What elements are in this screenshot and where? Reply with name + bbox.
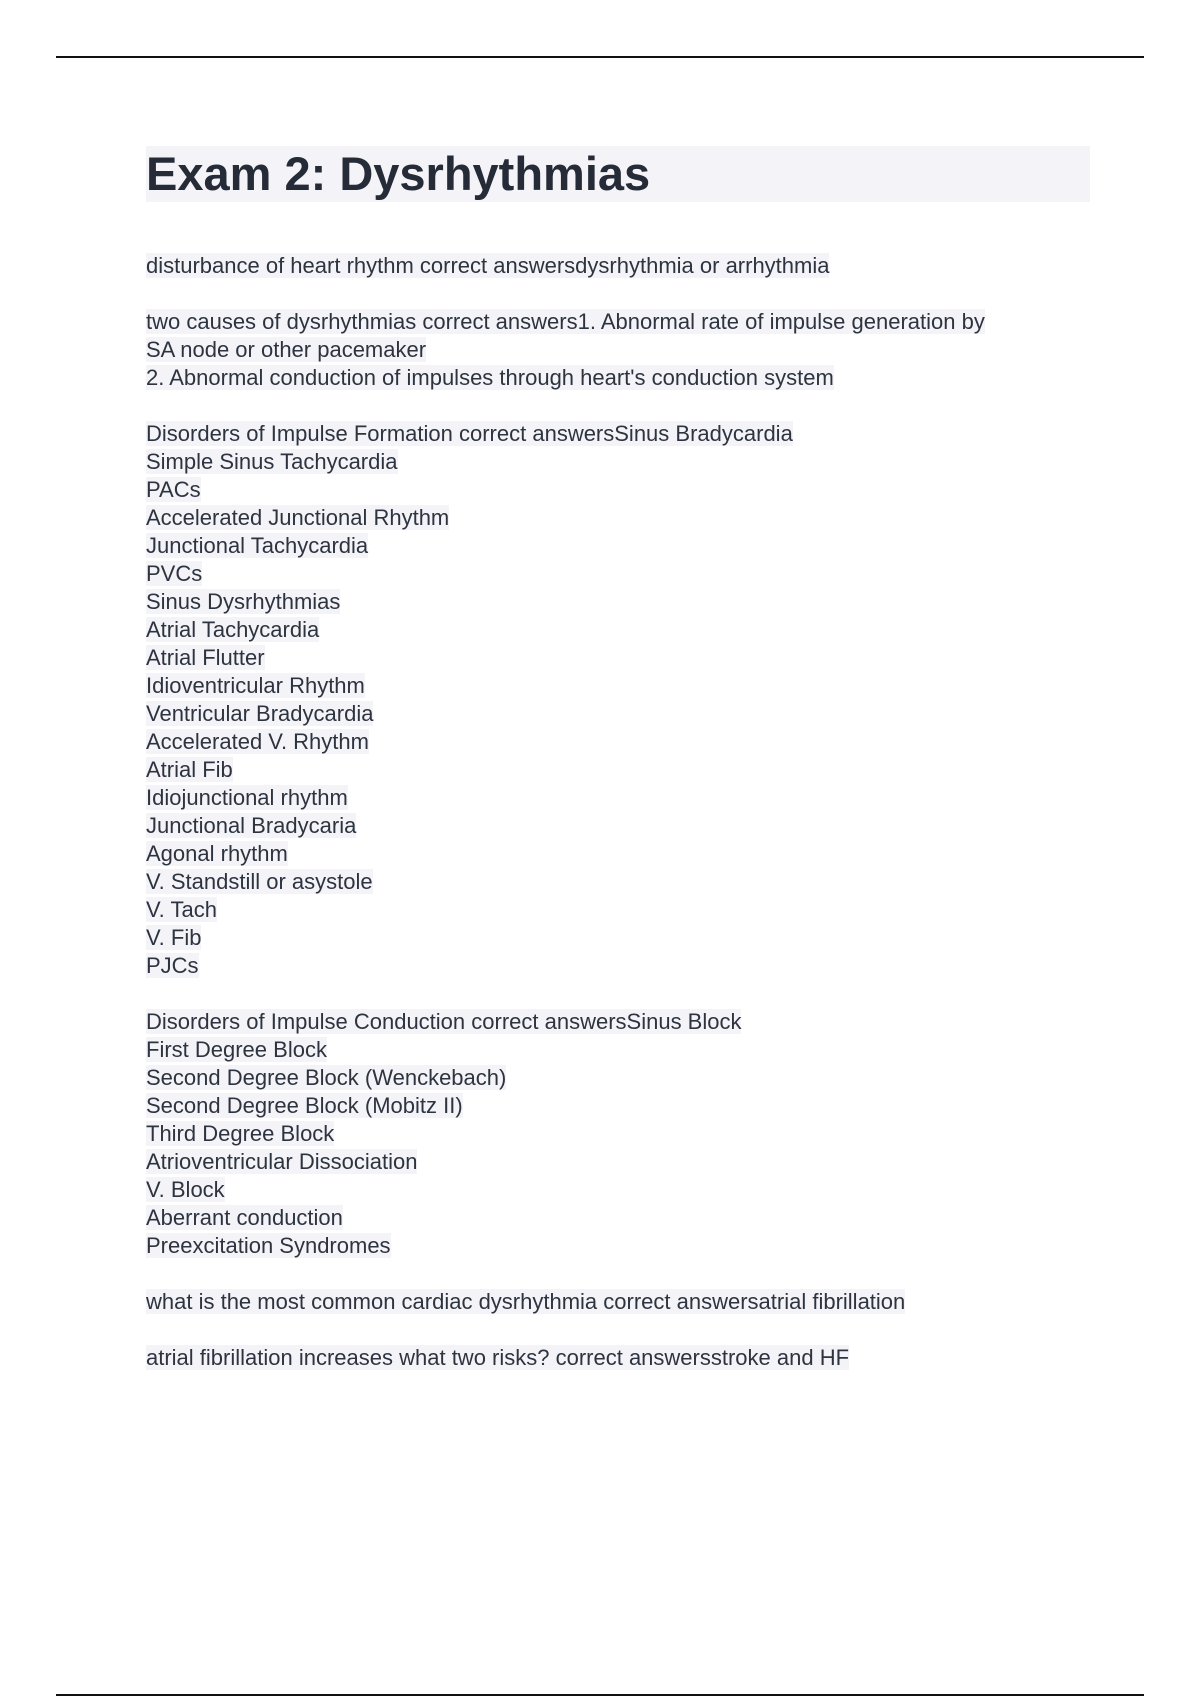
entry-line [146, 672, 1090, 700]
entry-line-text: Atrial Fib [146, 757, 233, 782]
entry-line-text: Sinus Dysrhythmias [146, 589, 341, 614]
entry-line-text: Simple Sinus Tachycardia [146, 449, 398, 474]
entry-line-text: Junctional Bradycaria [146, 813, 357, 838]
entry-line [146, 700, 1090, 728]
entry-line [146, 616, 1090, 644]
entry-line [146, 952, 1090, 980]
entry-line [146, 1008, 1090, 1036]
entry-line [146, 868, 1090, 896]
document-body [146, 146, 1090, 1400]
entry-line [146, 728, 1090, 756]
entry-line-text: First Degree Block [146, 1037, 327, 1062]
flashcard-list [146, 252, 1090, 1372]
entry-line [146, 1148, 1090, 1176]
entry-line [146, 308, 1090, 336]
entry-line-text: SA node or other pacemaker [146, 337, 427, 362]
entry-line [146, 336, 1090, 364]
entry-line-text: Ventricular Bradycardia [146, 701, 374, 726]
entry-line-text: atrial fibrillation increases what two risks? correct answersstroke and HF [146, 1345, 850, 1370]
entry-line-text: Idiojunctional rhythm [146, 785, 348, 810]
entry-line [146, 1204, 1090, 1232]
entry-line [146, 504, 1090, 532]
entry-line-text: Second Degree Block (Wenckebach) [146, 1065, 507, 1090]
flashcard-entry [146, 420, 1090, 980]
entry-line-text: V. Fib [146, 925, 202, 950]
entry-line [146, 1092, 1090, 1120]
flashcard-entry [146, 252, 1090, 280]
entry-line [146, 1344, 1090, 1372]
entry-line-text: PVCs [146, 561, 203, 586]
flashcard-entry [146, 308, 1090, 392]
title-block [146, 146, 1090, 202]
page-title: Exam 2: Dysrhythmias [146, 147, 651, 200]
entry-line [146, 1288, 1090, 1316]
entry-line [146, 896, 1090, 924]
entry-line-text: Agonal rhythm [146, 841, 288, 866]
entry-line-text: PJCs [146, 953, 199, 978]
entry-line [146, 756, 1090, 784]
entry-line [146, 420, 1090, 448]
entry-line-text: V. Block [146, 1177, 225, 1202]
entry-line-text: what is the most common cardiac dysrhythmia correct answersatrial fibrillation [146, 1289, 906, 1314]
entry-line-text: Atrial Flutter [146, 645, 265, 670]
entry-line [146, 812, 1090, 840]
entry-line-text: Atrial Tachycardia [146, 617, 320, 642]
flashcard-entry [146, 1008, 1090, 1260]
entry-line [146, 1232, 1090, 1260]
entry-line [146, 1176, 1090, 1204]
entry-line [146, 476, 1090, 504]
entry-line-text: Third Degree Block [146, 1121, 335, 1146]
entry-line [146, 448, 1090, 476]
entry-line [146, 1036, 1090, 1064]
entry-line-text: Second Degree Block (Mobitz II) [146, 1093, 463, 1118]
entry-line [146, 560, 1090, 588]
entry-line [146, 1120, 1090, 1148]
entry-line [146, 588, 1090, 616]
top-rule [56, 56, 1144, 58]
entry-line-text: Disorders of Impulse Conduction correct answersSinus Block [146, 1009, 742, 1034]
flashcard-entry [146, 1288, 1090, 1316]
entry-line [146, 252, 1090, 280]
entry-line-text: 2. Abnormal conduction of impulses through heart's conduction system [146, 365, 834, 390]
entry-line-text: Accelerated Junctional Rhythm [146, 505, 450, 530]
entry-line-text: Idioventricular Rhythm [146, 673, 365, 698]
entry-line-text: Junctional Tachycardia [146, 533, 369, 558]
entry-line [146, 784, 1090, 812]
entry-line-text: Accelerated V. Rhythm [146, 729, 369, 754]
entry-line-text: Atrioventricular Dissociation [146, 1149, 418, 1174]
entry-line [146, 840, 1090, 868]
entry-line-text: Aberrant conduction [146, 1205, 343, 1230]
entry-line-text: two causes of dysrhythmias correct answers1. Abnormal rate of impulse generation by [146, 309, 985, 334]
entry-line-text: V. Tach [146, 897, 217, 922]
entry-line-text: disturbance of heart rhythm correct answersdysrhythmia or arrhythmia [146, 253, 830, 278]
entry-line [146, 644, 1090, 672]
entry-line-text: Preexcitation Syndromes [146, 1233, 391, 1258]
entry-line [146, 364, 1090, 392]
entry-line-text: PACs [146, 477, 201, 502]
entry-line [146, 532, 1090, 560]
flashcard-entry [146, 1344, 1090, 1372]
entry-line [146, 924, 1090, 952]
entry-line-text: V. Standstill or asystole [146, 869, 373, 894]
bottom-rule [56, 1694, 1144, 1696]
entry-line-text: Disorders of Impulse Formation correct answersSinus Bradycardia [146, 421, 793, 446]
entry-line [146, 1064, 1090, 1092]
